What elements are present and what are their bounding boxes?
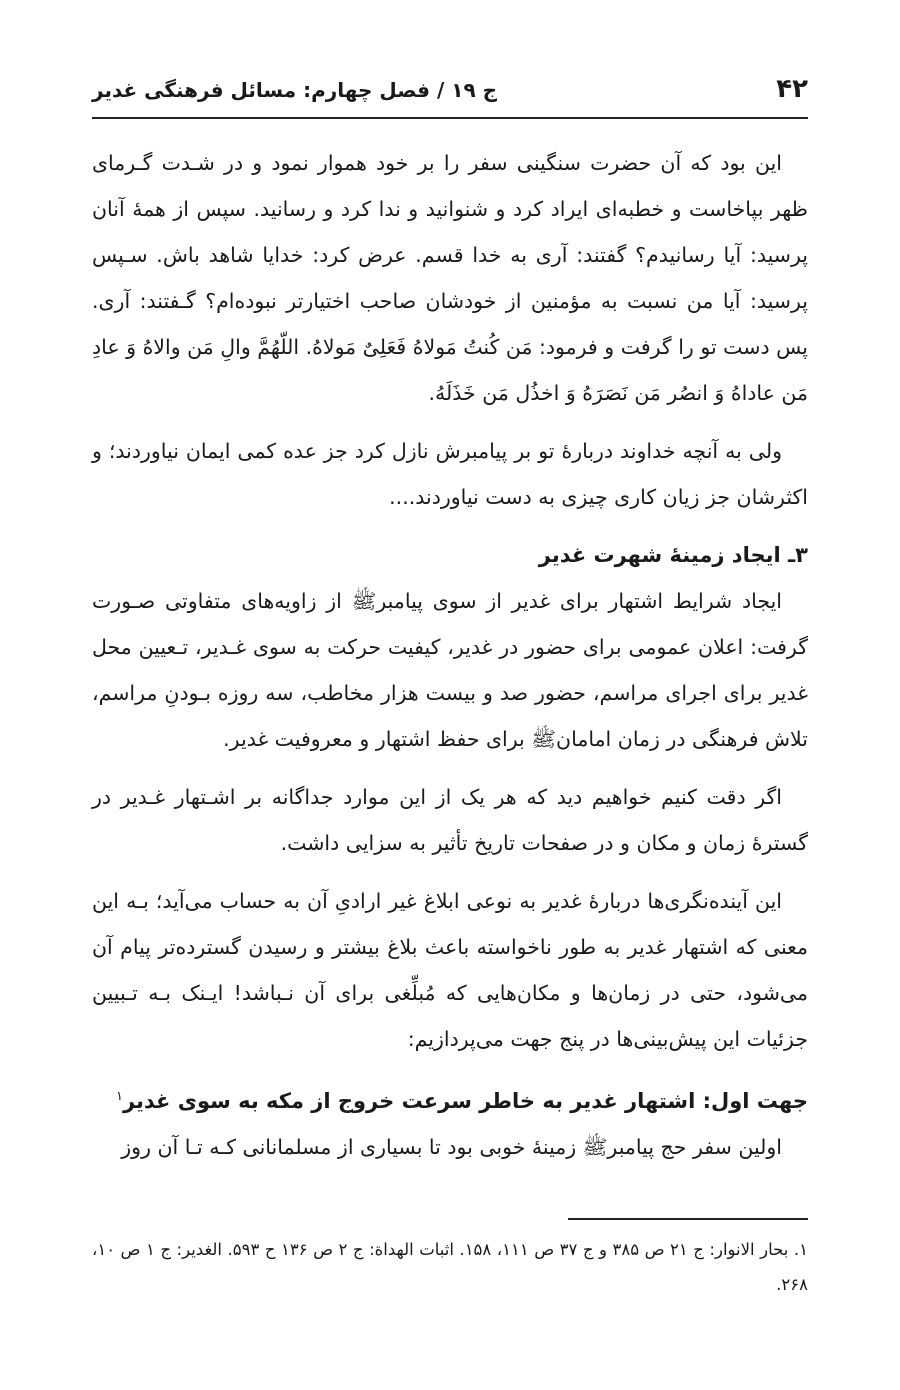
footnote: ۱. بحار الانوار: ج ۲۱ ص ۳۸۵ و ج ۳۷ ص ۱۱۱، ۱۵۸. اثبات الهداة: ج ۲ ص ۱۳۶ ح ۵۹۳. الغدیر: ج ۱ ص ۱۰، ۲۶۸. — [92, 1240, 808, 1294]
paragraph-2: ولی به آنچه خداوند دربارهٔ تو بر پیامبرش نازل کرد جز عده کمی ایمان نیاوردند؛ و اکثرشان جز زیان کاری چیزی به دست نیاوردند.... — [92, 439, 808, 509]
paragraph-1: این بود که آن حضرت سنگینی سفر را بر خود هموار نمود و در شـدت گـرمای ظهر بپاخاست و خطبه‌ای ایراد کرد و شنوانید و ندا کرد و رسانید. سپس از همهٔ آنان پرسید: آیا رسانیدم؟ گفتند: آری به خدا قسم. عرض کرد: خدایا شاهد باش. سـپس پرسید: آیا من نسبت به مؤمنین از خودشان صاحب اختیارتر نبوده‌ام؟ گـفتند: آری. پس دست تو را گرفت و فرمود: مَن کُنتُ مَولاهُ فَعَلِیٌ مَولاهُ. اللّهُمَّ والِ مَن والاهُ وَ عادِ مَن عاداهُ وَ انصُر مَن نَصَرَهُ وَ اخذُل مَن خَذَلَهُ. — [92, 151, 808, 405]
page-header — [92, 66, 808, 116]
paragraph-3: ایجاد شرایط اشتهار برای غدیر از سوی پیامبرﷺ از زاویه‌های متفاوتی صـورت گرفت: اعلان عمومی برای حضور در غدیر، کیفیت حرکت به سوی غـدیر، تـعیین محل غدیر برای اجرای مراسم، حضور صد و بیست هزار مخاطب، سه روزه بـودنِ مراسم، تلاش فرهنگی در زمان امامان‌ﷺ برای حفظ اشتهار و معروفیت غدیر. — [92, 589, 808, 751]
paragraph-6: اولین سفر حج پیامبرﷺ زمینهٔ خوبی بود تا بسیاری از مسلمانانی کـه تـا آن روز — [121, 1135, 782, 1159]
header-rule — [92, 117, 808, 119]
footnote-rule — [568, 1218, 808, 1220]
paragraph-5: این آینده‌نگری‌ها دربارهٔ غدیر به نوعی ابلاغ غیر ارادیِ آن به حساب می‌آید؛ بـه این معنی که اشتهار غدیر به طور ناخواسته باعث بلاغ بیشتر و رسیدن گسترده‌تر پیام آن می‌شود، حتی در زمان‌ها و مکان‌هایی که مُبلِّغی برای آن نـباشد! ایـنک بـه تـبیین جزئیات این پیش‌بینی‌ها در پنج جهت می‌پردازیم: — [92, 889, 808, 1051]
page-body — [92, 140, 808, 1182]
page-number: ۴۲ — [776, 74, 808, 104]
subsection-heading — [92, 1074, 808, 1124]
subsection-heading-text: جهت اول: اشتهار غدیر به خاطر سرعت خروج از مکه به سوی غدیر — [122, 1089, 808, 1113]
section-heading: ۳ـ ایجاد زمینهٔ شهرت غدیر — [538, 543, 808, 567]
paragraph-4: اگر دقت کنیم خواهیم دید که هر یک از این موارد جداگانه بر اشـتهار غـدیر در گسترهٔ زمان و مکان و در صفحات تاریخ تأثیر به سزایی داشت. — [92, 785, 808, 855]
footnote-marker: ۱ — [115, 1089, 123, 1104]
running-head: ج ۱۹ / فصل چهارم: مسائل فرهنگی غدیر — [92, 78, 498, 102]
